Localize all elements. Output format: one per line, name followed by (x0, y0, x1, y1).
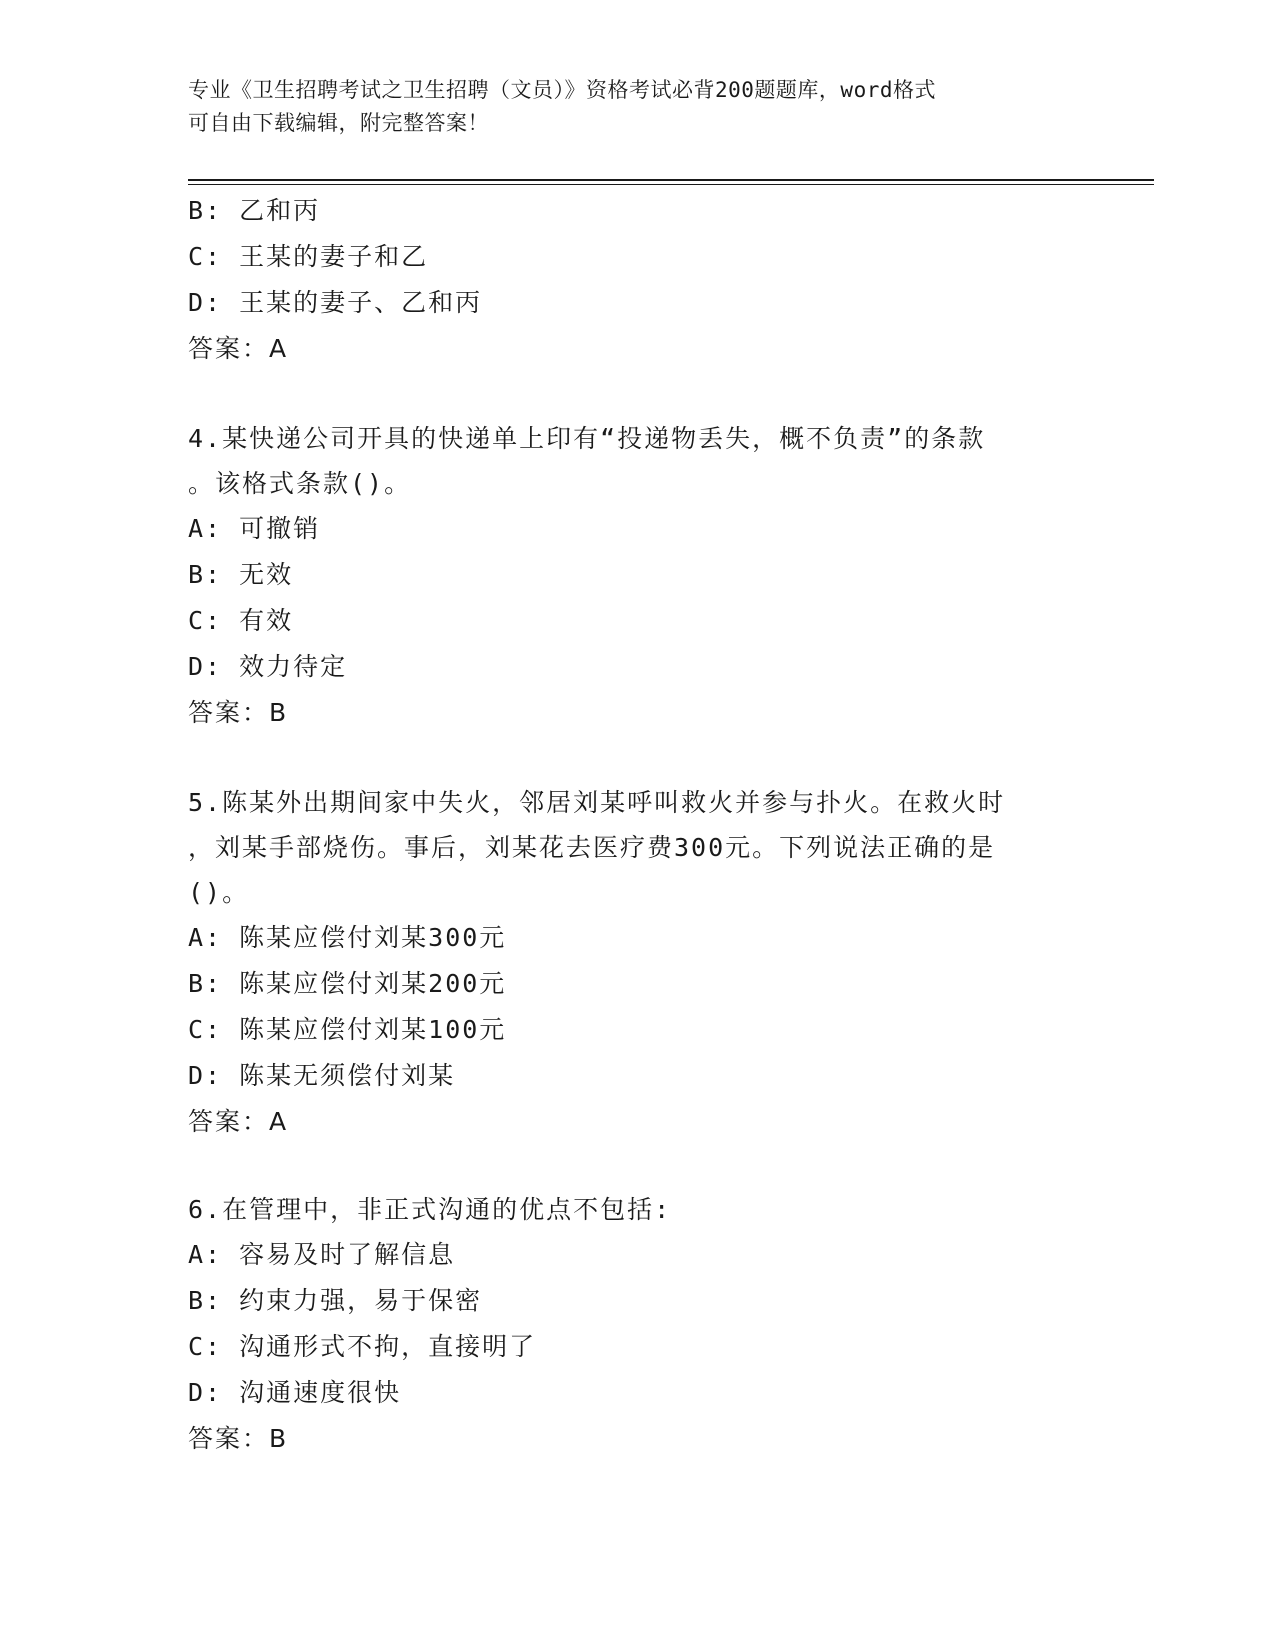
option-c: C: 有效 (188, 606, 294, 635)
question-text: 6.在管理中，非正式沟通的优点不包括: (188, 1195, 672, 1224)
document-header (188, 74, 1088, 140)
question-list (188, 188, 1088, 1462)
option-c: C: 王某的妻子和乙 (188, 242, 429, 271)
header-title-line-1: 专业《卫生招聘考试之卫生招聘（文员）》资格考试必背200题题库，word格式 (188, 78, 936, 102)
header-divider-thin (188, 184, 1154, 185)
option-d: D: 效力待定 (188, 652, 348, 681)
option-a: A: 可撤销 (188, 514, 321, 543)
spacer (188, 372, 1088, 416)
option-b: B: 陈某应偿付刘某200元 (188, 969, 507, 998)
option-c: C: 陈某应偿付刘某100元 (188, 1015, 507, 1044)
question-text: ()。 (188, 878, 250, 907)
answer-label: 答案：A (188, 1107, 289, 1136)
answer-label: 答案：B (188, 1424, 289, 1453)
header-divider-thick (188, 179, 1154, 181)
option-a: A: 容易及时了解信息 (188, 1240, 456, 1269)
option-b: B: 约束力强，易于保密 (188, 1286, 483, 1315)
question-3-tail (188, 188, 1088, 372)
question-text: ，刘某手部烧伤。事后，刘某花去医疗费300元。下列说法正确的是 (188, 833, 996, 862)
option-a: A: 陈某应偿付刘某300元 (188, 923, 507, 952)
option-c: C: 沟通形式不拘，直接明了 (188, 1332, 537, 1361)
question-text: 4.某快递公司开具的快递单上印有“投递物丢失，概不负责”的条款 (188, 424, 986, 453)
question-6 (188, 1187, 1088, 1462)
option-d: D: 王某的妻子、乙和丙 (188, 288, 483, 317)
question-text: 。该格式条款()。 (188, 469, 412, 498)
option-d: D: 沟通速度很快 (188, 1378, 402, 1407)
spacer (188, 736, 1088, 780)
spacer (188, 1145, 1088, 1187)
header-title-line-2: 可自由下载编辑，附完整答案！ (188, 111, 489, 135)
question-4 (188, 416, 1088, 736)
answer-label: 答案：A (188, 334, 289, 363)
option-d: D: 陈某无须偿付刘某 (188, 1061, 456, 1090)
question-5 (188, 780, 1088, 1145)
option-b: B: 乙和丙 (188, 196, 321, 225)
option-b: B: 无效 (188, 560, 294, 589)
answer-label: 答案：B (188, 698, 289, 727)
question-text: 5.陈某外出期间家中失火，邻居刘某呼叫救火并参与扑火。在救火时 (188, 788, 1006, 817)
